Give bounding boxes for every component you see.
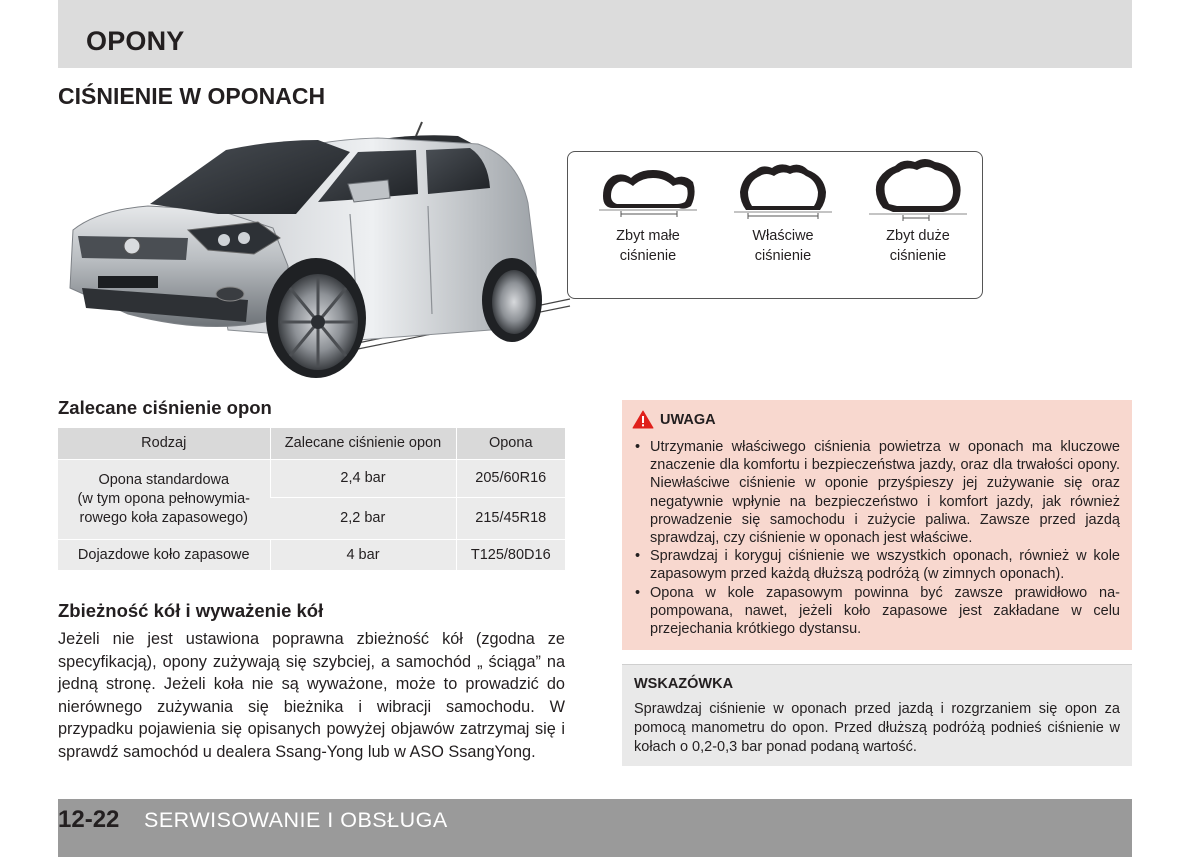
- table-row: [58, 459, 565, 497]
- page-number: 12-22: [58, 806, 120, 833]
- tire-under-inflated-icon: [593, 152, 703, 222]
- pressure-heading: Zalecane ciśnienie opon: [58, 397, 272, 418]
- tire-over-inflated: [858, 152, 978, 266]
- tire-proper-icon: [728, 152, 838, 222]
- alignment-text: Jeżeli nie jest ustawiona poprawna zbieżność kół (zgodna ze specyfikacją), opony zużywają się szybciej, a samochód „ ściąga” na jedną stronę. Jeżeli koła nie są wyważone, może to prowadzić do nierównego zużywania się bieżnika i wibracji samochodu. W przypadku pojawienia się opisanych powyżej objawów zatrzymaj się i sprawdź samochód u dealera Ssang-Yong lub w ASO SsangYong.: [58, 630, 565, 761]
- header-band: [58, 0, 1132, 68]
- page-title: OPONY: [86, 26, 185, 56]
- table-row: [58, 539, 565, 570]
- alignment-heading: Zbieżność kół i wyważenie kół: [58, 600, 324, 621]
- tire-under-inflated: [588, 152, 708, 266]
- table-cell-tire: 215/45R18: [456, 497, 565, 539]
- warning-triangle-icon: [632, 410, 654, 429]
- tire-pressure-callout: [567, 151, 983, 299]
- warning-list: [632, 438, 1120, 638]
- chapter-title: SERWISOWANIE I OBSŁUGA: [144, 808, 448, 832]
- table-cell-pressure: 2,2 bar: [270, 497, 456, 539]
- tire-proper-label: Właściwe ciśnienie: [752, 228, 814, 264]
- table-cell-type: Dojazdowe koło zapasowe: [58, 539, 270, 570]
- list-item: • Opona w kole zapasowym powinna być zawsze prawidłowo na-pompowana, nawet, jeżeli koło zapasowe jest zakładane w celu przejechania krótkiego dystansu.: [632, 584, 1120, 639]
- table-cell-pressure: 4 bar: [270, 539, 456, 570]
- warning-title: UWAGA: [660, 411, 716, 428]
- column-header: Rodzaj: [58, 428, 270, 459]
- tip-text: Sprawdzaj ciśnienie w oponach przed jazdą i rozgrzaniem się opon za pomocą manometru do opon. Przed dłuższą podróżą podnieś ciśnienie w kołach o 0,2-0,3 bar ponad podaną wartość.: [634, 701, 1120, 755]
- table-cell-pressure: 2,4 bar: [270, 459, 456, 497]
- tire-proper: [723, 152, 843, 266]
- column-header: Opona: [456, 428, 565, 459]
- table-header-row: [58, 428, 565, 459]
- column-header: Zalecane ciśnienie opon: [270, 428, 456, 459]
- list-item: • Sprawdzaj i koryguj ciśnienie we wszystkich oponach, również w kole zapasowym przed każdą dłuższą podróżą (w zimnych oponach).: [632, 547, 1120, 583]
- tire-over-inflated-icon: [863, 152, 973, 222]
- tip-title: WSKAZÓWKA: [634, 676, 734, 692]
- warning-header: [632, 410, 1120, 429]
- tip-box: [622, 664, 1132, 766]
- table-cell-tire: T125/80D16: [456, 539, 565, 570]
- section-title: CIŚNIENIE W OPONACH: [58, 83, 326, 109]
- warning-box: [622, 400, 1132, 650]
- pressure-table: [58, 428, 565, 570]
- list-item: • Utrzymanie właściwego ciśnienia powietrza w oponach ma kluczowe znaczenie dla komfortu i bezpieczeństwa jazdy, oraz dla trwałości opony. Niewłaściwe ciśnienie w oponie przyśpieszy jej zużywanie się oraz negatywnie wpłynie na bezpieczeństwo i komfort jazdy, jak również prowadzenie się samochodu i zużycie paliwa. Zawsze przed jazdą sprawdzaj, czy ciśnienie w oponach jest właściwe.: [632, 438, 1120, 547]
- table-cell-type: Opona standardowa (w tym opona pełnowymia- rowego koła zapasowego): [58, 459, 270, 539]
- tire-under-inflated-label: Zbyt małe ciśnienie: [616, 228, 680, 264]
- table-cell-tire: 205/60R16: [456, 459, 565, 497]
- tire-over-inflated-label: Zbyt duże ciśnienie: [886, 228, 950, 264]
